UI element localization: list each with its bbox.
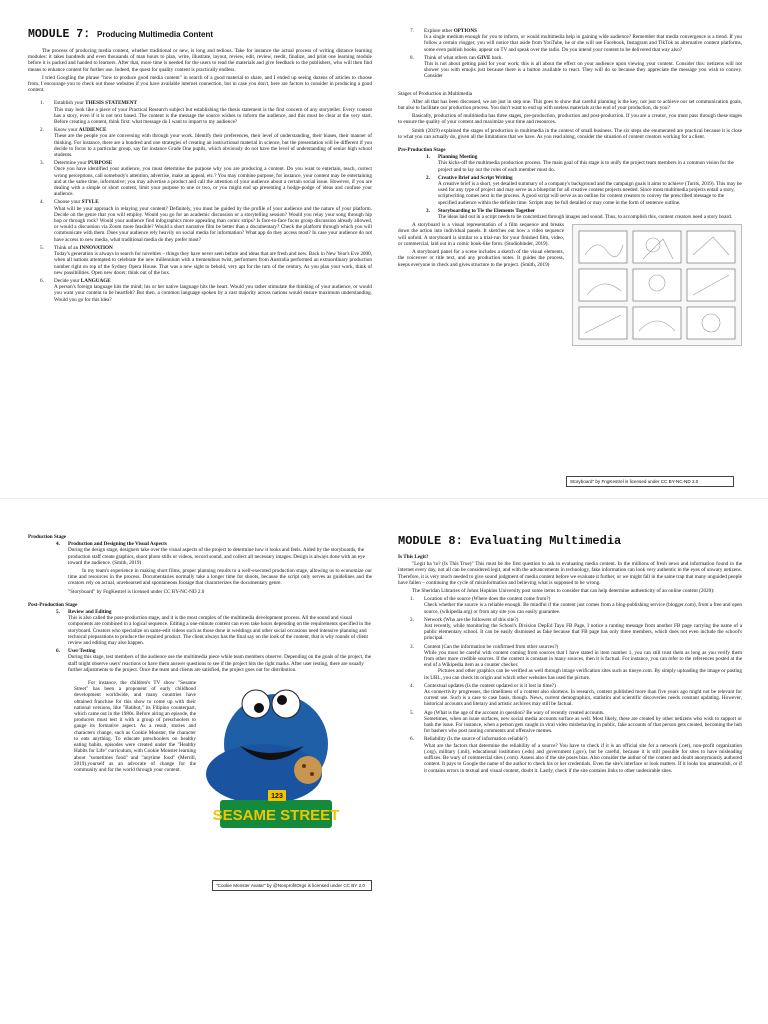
factor-item bbox=[398, 28, 742, 53]
pre-step-number: 2. bbox=[426, 174, 430, 181]
pre-step-number: 1. bbox=[426, 154, 430, 161]
factor-keyword: OPTIONS bbox=[453, 28, 478, 34]
authenticity-number: 2. bbox=[410, 616, 414, 623]
factor-keyword: PURPOSE bbox=[88, 160, 113, 167]
production-steps bbox=[28, 541, 372, 566]
authenticity-item bbox=[398, 710, 742, 735]
stages-heading: Stages of Production in Multimedia bbox=[398, 90, 473, 97]
factor-body: Is a single medium enough for you to inform, or would multimedia help in gaining wide audience? Remember that media convergence is a trend. If you follow a certain vlogger, you will notice that aside from YouTube, he or she will use Facebook, Instagram and TikTok as alternative content platforms, some even publish books, appear on TV and speak over the radio. Do you intend your content to be delivered that way also? bbox=[424, 34, 742, 53]
authenticity-heading: Content (Can the information be confirmed from other sources?) bbox=[424, 643, 559, 650]
factor-item bbox=[28, 245, 372, 276]
stages-p3: Smith (2019) explained the stages of production in multimedia in the context of small business. The six steps she enumerated are practical because it is close to what you can actually do, given all the limitations that we have. As you read along, consider the situation of content creators working for a client. bbox=[398, 127, 742, 140]
factor-heading-pre: Know your bbox=[54, 127, 79, 134]
factor-number: 4. bbox=[40, 199, 44, 206]
authenticity-number: 4. bbox=[410, 682, 414, 689]
factor-keyword: THESIS STATEMENT bbox=[85, 100, 137, 107]
authenticity-body: As connectivity progresses, the timeliness of a content also shortens. In research, content published more than five years ago might not be relevant for current use. Such is a case to case basis, though. News, current demographics, statistics and scientific discoveries needs constant updating. However, historical accounts and literary and artistic archives may still be factual. bbox=[424, 689, 742, 708]
authenticity-number: 3. bbox=[410, 643, 414, 650]
m7-intro-2: I tried Googling the phrase "how to produce good media content" in search of a good material to share, and I ended up seeing dozens of articles to choose from. I encourage you to check out those websites if you have available internet connection, but in case you don't, here are factors to consider in producing a good content. bbox=[28, 74, 372, 94]
factor-heading-pre: Think of an bbox=[54, 244, 80, 251]
factor-item bbox=[28, 278, 372, 303]
factor-heading-pre: Determine your bbox=[54, 160, 88, 167]
pre-step-body: The ideas laid out in a script needs to be concretized through images and sound. Thus, to accomplish this, content creators need a story board. bbox=[438, 214, 733, 221]
authenticity-number: 6. bbox=[410, 736, 414, 743]
authenticity-heading: Network (Who are the followers of this site?) bbox=[424, 616, 519, 623]
stages-p1: After all that has been discussed, we are just in step one. This goes to show that careful planning is the key, not just to achieve our set communication goals, but also to facilitate our production process. You don't want to end up with useless materials at the end of your production, do you? bbox=[398, 98, 742, 112]
factor-keyword: GIVE bbox=[477, 54, 491, 61]
post-step-item bbox=[28, 648, 372, 673]
authenticity-item bbox=[398, 683, 742, 708]
authenticity-body: Just recently, while monitoring the School's Division DepEd Tayo FB Page, I notice a ranting message from another FB page carrying the name of a public elementary school. It can be easily dismissed as fake because that FB page has only three members, which does not even include the school's principal. bbox=[424, 623, 742, 642]
post-step-number: 6. bbox=[56, 648, 60, 655]
pre-production-steps bbox=[398, 154, 742, 220]
post-step-number: 5. bbox=[56, 609, 60, 616]
factor-body: Once you have identified your audience, you must determine the purpose why you are producing a content. Do you want to entertain, teach, correct wrong perceptions, call somebody's attention, advertise, make an appeal, etc.? You may combine purpose, for instance, your content may be entertaining and at the same time, informative; you may advertise a product and call the attention of your audience about a certain social issue. However, if you are dealing with a simple or short content, limit your purpose to one or two, or you might end up presenting a hodge-podge of ideas and confuse your audience. bbox=[54, 166, 372, 198]
factor-heading-tail: back. bbox=[490, 54, 503, 61]
factor-body: This is not about getting paid for your work; this is all about the effect on your audience upon viewing your content. Consider this: netizens will not shower you with emojis just because there is a button available to react. They will do so because they appreciate the message you wish to convey. Consider bbox=[424, 61, 742, 80]
factor-number: 2. bbox=[40, 127, 44, 134]
prod-step-item bbox=[28, 541, 372, 566]
module8-column bbox=[398, 534, 742, 1014]
stages-p2: Basically, production of multimedia has three stages, pre-production, production and post-production. If you are a creator, you must pass through these stages to ensure the quality of your content and maximize your time and resources. bbox=[398, 113, 742, 126]
storyboard-caption: Storyboard" by FngKestrel is licensed under CC BY-NC-ND 2.0 bbox=[566, 476, 734, 487]
prod-step-number: 4. bbox=[56, 541, 60, 548]
factor-number: 1. bbox=[40, 100, 44, 107]
authenticity-heading: Age (What is the age of the account in question? Be wary of recently created accounts. bbox=[424, 709, 605, 716]
pre-step-heading: Storyboarding to Tie the Elements Together bbox=[438, 207, 536, 214]
cookie-monster-icon bbox=[204, 682, 372, 840]
factor-item bbox=[398, 55, 742, 80]
factor-body: Today's generation is always in search for novelties – things they have never seen before and ideas that are fresh and new. Back in New Year's Eve 2000, when all nations attempted to celebrate the new millennium with a tremendous twist, performers from Australia performed an extraordinary production number right on top of the Sydney Opera House. That was a new sight to behold, very apt for the turn of the century. As you plan your work, think of new possibilities. Open new doors; think out of the box. bbox=[54, 251, 372, 276]
factor-item bbox=[28, 127, 372, 158]
production-p3: "Storyboard" by FngKestrel is licensed under CC BY-NC-ND 2.0 bbox=[68, 588, 205, 595]
factors-list-b bbox=[398, 28, 742, 80]
pre-step-body: A creative brief is a short, yet detailed summary of a company's background and the campaign goals it aims to achieve (Turits, 2019). This may be used for any type of project and may serve as a blueprint for all creative content projects needed. Since most multimedia projects entail a story, scriptwriting comes next in the process. A good script will serve as an outline for content creators to convey the prescribed message to the specified audience within the definite time. Scripts may be full detailed or may come in the form of sentence outline. bbox=[438, 181, 742, 206]
sesame-logo-text: SESAME STREET bbox=[212, 807, 340, 825]
factor-item bbox=[28, 160, 372, 197]
authenticity-item bbox=[398, 644, 742, 681]
post-step-item bbox=[28, 609, 372, 646]
factor-keyword: AUDIENCE bbox=[78, 127, 107, 134]
authenticity-item bbox=[398, 617, 742, 642]
cookie-monster-image bbox=[204, 682, 372, 840]
storyboard-section bbox=[398, 222, 742, 267]
factor-heading-pre: Choose your bbox=[54, 199, 82, 206]
factor-keyword: INNOVATION bbox=[79, 244, 113, 251]
factor-number: 5. bbox=[40, 244, 44, 251]
pre-step-item bbox=[398, 154, 742, 173]
module7-number: MODULE 7: bbox=[28, 28, 91, 41]
authenticity-extra: Pictures and other graphics can be verified as well through image verification sites such as tineye.com. By simply uploading the image or pasting its URL, you can check its origin and which other websites has used the picture. bbox=[424, 668, 742, 681]
storyboard-p2: A storyboard panel for a scene includes a sketch of the visual elements, the voiceover or title text, and any production notes. It guides the process, keeps everyone in check and gives structure to the project. (Smith, 2019) bbox=[398, 249, 564, 268]
authenticity-item bbox=[398, 596, 742, 615]
pre-production-heading: Pre-Production Stage bbox=[398, 147, 446, 154]
authenticity-body: What are the factors that determine the reliability of a source? You have to check if it is an official site for a network (.net), non-profit organization (.org), military (.mil), educational institution (.edu) and government (.gov), but be careful, because it is still possible for sites to have misleading suffixes. Be wary of commercial sites (.com). Assess also if the site poses bias. Also consider the author of the content and doubt anonymously authored content. It pays to Google the name of the author to check his or her credentials. Even the site's interface or look matters. If it looks too amateurish, or if it contains errors in textual and visual content, doubt it. Lastly, check if the site contains links to other undesirable sites. bbox=[424, 742, 742, 774]
pre-step-body: This kicks-off the multimedia production process. The main goal of this stage is to unify the project team members in a common vision for the project and to lay out the roles of each member must do. bbox=[438, 160, 734, 173]
factor-heading-pre: Establish your bbox=[54, 100, 86, 107]
authenticity-heading: Contextual updates (Is the content updated or is it lost in time?) bbox=[424, 682, 556, 689]
production-heading: Production Stage bbox=[28, 534, 67, 540]
factor-body: These are the people you are conversing with through your work. Identify their preferences, their level of understanding, their biases, their manner of thinking. For instance, there are a hundred and one strategies of creating an instructional material in science, but the presentation will be different if you decide to focus to a particular group, say for instance Grade One pupils, which obviously do not have the level of understanding of senior high school students. bbox=[54, 133, 372, 159]
factor-heading-pre: Think of what others can bbox=[424, 54, 478, 61]
module8-title: MODULE 8: Evaluating Multimedia bbox=[398, 534, 622, 548]
factor-body: A person's foreign language hits the mind; his or her native language hits the heart. Would you rather stimulate the thinking of your audience, or would you want your content to be heartfelt? But then, a common language spoken by a vast majority across nations would ensure maximum understanding. Would you go for this idea? bbox=[54, 284, 372, 303]
factor-body: This may look like a piece of your Practical Research subject but establishing the thesis statement is the first concern of any storyteller. Every content has a story, even if it is not text based. The content is the message the source wishes to inform the audience, and this must be clear at the very start. Before creating a content, think first: what message do I want to impart to my audience? bbox=[54, 106, 372, 126]
authenticity-heading: Reliability (Is the source of information reliable?) bbox=[424, 736, 528, 743]
factor-number: 3. bbox=[40, 160, 44, 167]
module7-column-2 bbox=[398, 28, 742, 484]
factor-number: 7. bbox=[410, 28, 414, 34]
authenticity-item bbox=[398, 736, 742, 773]
pre-step-heading: Planning Meeting bbox=[438, 154, 478, 161]
factor-keyword: STYLE bbox=[81, 199, 99, 206]
authenticity-heading: Location of the source (Where does the content come from?) bbox=[424, 596, 551, 603]
factor-item bbox=[28, 199, 372, 242]
factor-heading-pre: Decide your bbox=[54, 277, 81, 284]
pre-step-number: 3. bbox=[426, 207, 430, 214]
post-step-heading: Review and Editing bbox=[68, 609, 112, 616]
authenticity-body: Sometimes, when an issue surfaces, new social media accounts surface as well. Most likely, these are created by other netizens who wish to support or bash the issue. For instance, when a person gets caught in viral video misbehaving in public, fake accounts of that person gets created, becoming the hub for bashers who post ranting comments and offensive memes. bbox=[424, 715, 742, 735]
cookie-monster-caption: "Cookie Monster Avatar" by @NonprofitOrgs is licensed under CC BY 2.0 bbox=[212, 880, 372, 891]
authenticity-list bbox=[398, 596, 742, 773]
sesame-logo-number: 123 bbox=[271, 793, 283, 801]
m8-p1: "Legit ba 'to? (Is This True)" This must be the first question to ask in evaluating media content. In the millions of fresh news and information found in the internet every day, not all can be considered legit, and with the advancements in technology, fake information can look very authentic in the eyes of unwary netizens. Therefore, it is very much needed to give sound judgment of media content before we evaluate it further, or we might fall in the same trap that many unguided people have fallen – continuing the cycle of misinformation and believing what is supposed to be wrong. bbox=[398, 561, 742, 586]
authenticity-number: 5. bbox=[410, 709, 414, 716]
legit-heading: Is This Legit? bbox=[398, 554, 429, 560]
authenticity-body: Check whether the source is a reliable enough. Be mindful if the content just comes from a blog-publishing service (blogger.com), from a free and open source, (wikipedia.org) or from any site you can easily guarantee. bbox=[424, 602, 742, 615]
post-step-body: During this stage, test members of the audience use the multimedia piece while team members observe. Depending on the goals of the project, the staff might observe users' reactions or have them answer questions to see if the project hits the right marks. After user testing, there are usually further adjustments to the project. Once the team and clients are satisfied, the project goes out for distribution. bbox=[68, 654, 372, 673]
storyboard-p1: A storyboard is a visual representation of a film sequence and breaks down the action into individual panels. It sketches out how a video sequence will unfold. A storyboard is similar to a trial-run for your finished film, video, or commercial, laid out in a comic book-like form. (Studiobinder, 2019). bbox=[398, 222, 564, 247]
m8-p2: The Sheridan Libraries of Johns Hopkins University post some items to consider that can help determine authenticity of an online content (2020): bbox=[412, 588, 715, 595]
module7-title bbox=[28, 28, 372, 42]
authenticity-number: 1. bbox=[410, 596, 414, 603]
post-step-body: This is also called the post-production stage, and it is the most complex of the multimedia development process. All the sound and visual components are combined in a logical sequence. Editing a one-minute content can even take hours depending on the requirements specified in the storyboard. Creators who specialize on same-edit videos such as those done in weddings and other social occasions need intensive planning and technical preparations to produce the required product. The client always has the final say on the look of the content, that is why rounds of client review and editing may also happen. bbox=[68, 615, 371, 647]
module7-column-3 bbox=[28, 534, 372, 1004]
m7-intro-1: The process of producing media content, whether traditional or new, is long and tedious. Take for instance the actual process of writing distance learning modules: it takes hundreds and even thousands of man hours to plan, write, illustrate, layout, review, edit, review, reedit, finalize, and print one learning module before it is packed and handed to learners. After that, more time is needed for the users to read the materials and give feedback to the publishers, who will then find means to enhance content for further use. Indeed, the quest for quality content is practically endless. bbox=[28, 48, 372, 73]
post-step-heading: User Testing bbox=[68, 648, 96, 655]
factor-number: 6. bbox=[40, 277, 44, 284]
page-divider bbox=[0, 498, 768, 499]
authenticity-body: While you must be careful with content coming from sources that I have stated in item number 1, you can still trust them as long as you verify them from other more credible sources. If the content is constant in many sources, then it is factual. For instance, you can refer to the references posted at the end of a Wikipedia item as a counter checker. bbox=[424, 649, 742, 669]
factor-heading-pre: Explore other bbox=[424, 28, 454, 34]
prod-step-heading: Production and Designing the Visual Aspects bbox=[68, 541, 167, 548]
sesame-paragraph: For instance, the children's TV show "Sesame Street" has been a proponent of early childhood development worldwide, and many countries have obtained franchise for this show to come up with their national versions, like "Batibot," its Filipino counterpart, which came out in the 1980s. Before airing an episode, the producers must test it with a group of preschoolers to gauge its formative aspect. As a result, stories and characters change, such as Cookie Monster, the character to eats anything. To educate preschoolers on healthy eating habits, episodes were created under the "Healthy Habits for Life" curriculum, with Cookie Monster learning about "sometimes food" and "anytime food" (Merrill, 2019).yourself as an advocate of change for the community and for the world through your content. bbox=[74, 680, 196, 773]
production-p2: In my team's experience in making short films, proper planning results to a well-executed production stage, allowing us to economize our time and resources in the process. Documentaries normally take a longer time for shoots, because the script only serves as guidelines and the creators rely on actual, unrehearsed and spontaneous footage that characterizes the documentary genre. bbox=[68, 568, 372, 587]
pre-step-item bbox=[398, 208, 742, 220]
factor-keyword: LANGUAGE bbox=[80, 277, 111, 284]
factor-body: What will be your approach in relaying your content? Definitely, you must be guided by the profile of your audience and the nature of your platform. Decide on the genre that you will employ. Would you go for an academic discussion or a storytelling session? Would you relay your song through hip hop or through rock? Would your audience find infographics more appealing than comic strips? Is face-to-face focus group discussion already allowed, or would a discussion via Zoom more feasible? Would a short narrative film be better than a documentary? Check the platform through which you will communicate with them. Does your audience rely heavily on social media for information? What app do they access most? In case your audience do not have access to new media, what traditional media do they prefer most? bbox=[54, 205, 372, 243]
post-production-steps bbox=[28, 609, 372, 673]
pre-step-heading: Creative Brief and Script Writing bbox=[438, 174, 513, 181]
factor-number: 8. bbox=[410, 54, 414, 61]
pre-step-item bbox=[398, 175, 742, 206]
factors-list bbox=[28, 100, 372, 302]
storyboard-sketch-icon bbox=[573, 225, 741, 345]
sesame-section bbox=[28, 680, 372, 825]
module7-subtitle: Producing Multimedia Content bbox=[97, 30, 214, 39]
factor-item bbox=[28, 100, 372, 125]
storyboard-image bbox=[572, 224, 742, 346]
module7-column-1 bbox=[28, 28, 372, 468]
prod-step-body: During the design stage, designers take over the visual aspects of the project to determine how it looks and feels. Aided by the storyboards, the production staff create graphics, shoot photo stills or videos, record sound, and collect all necessary images. Design is always done with an eye toward the audience. (Smith, 2019) bbox=[68, 547, 365, 566]
post-production-heading: Post-Production Stage bbox=[28, 601, 78, 608]
